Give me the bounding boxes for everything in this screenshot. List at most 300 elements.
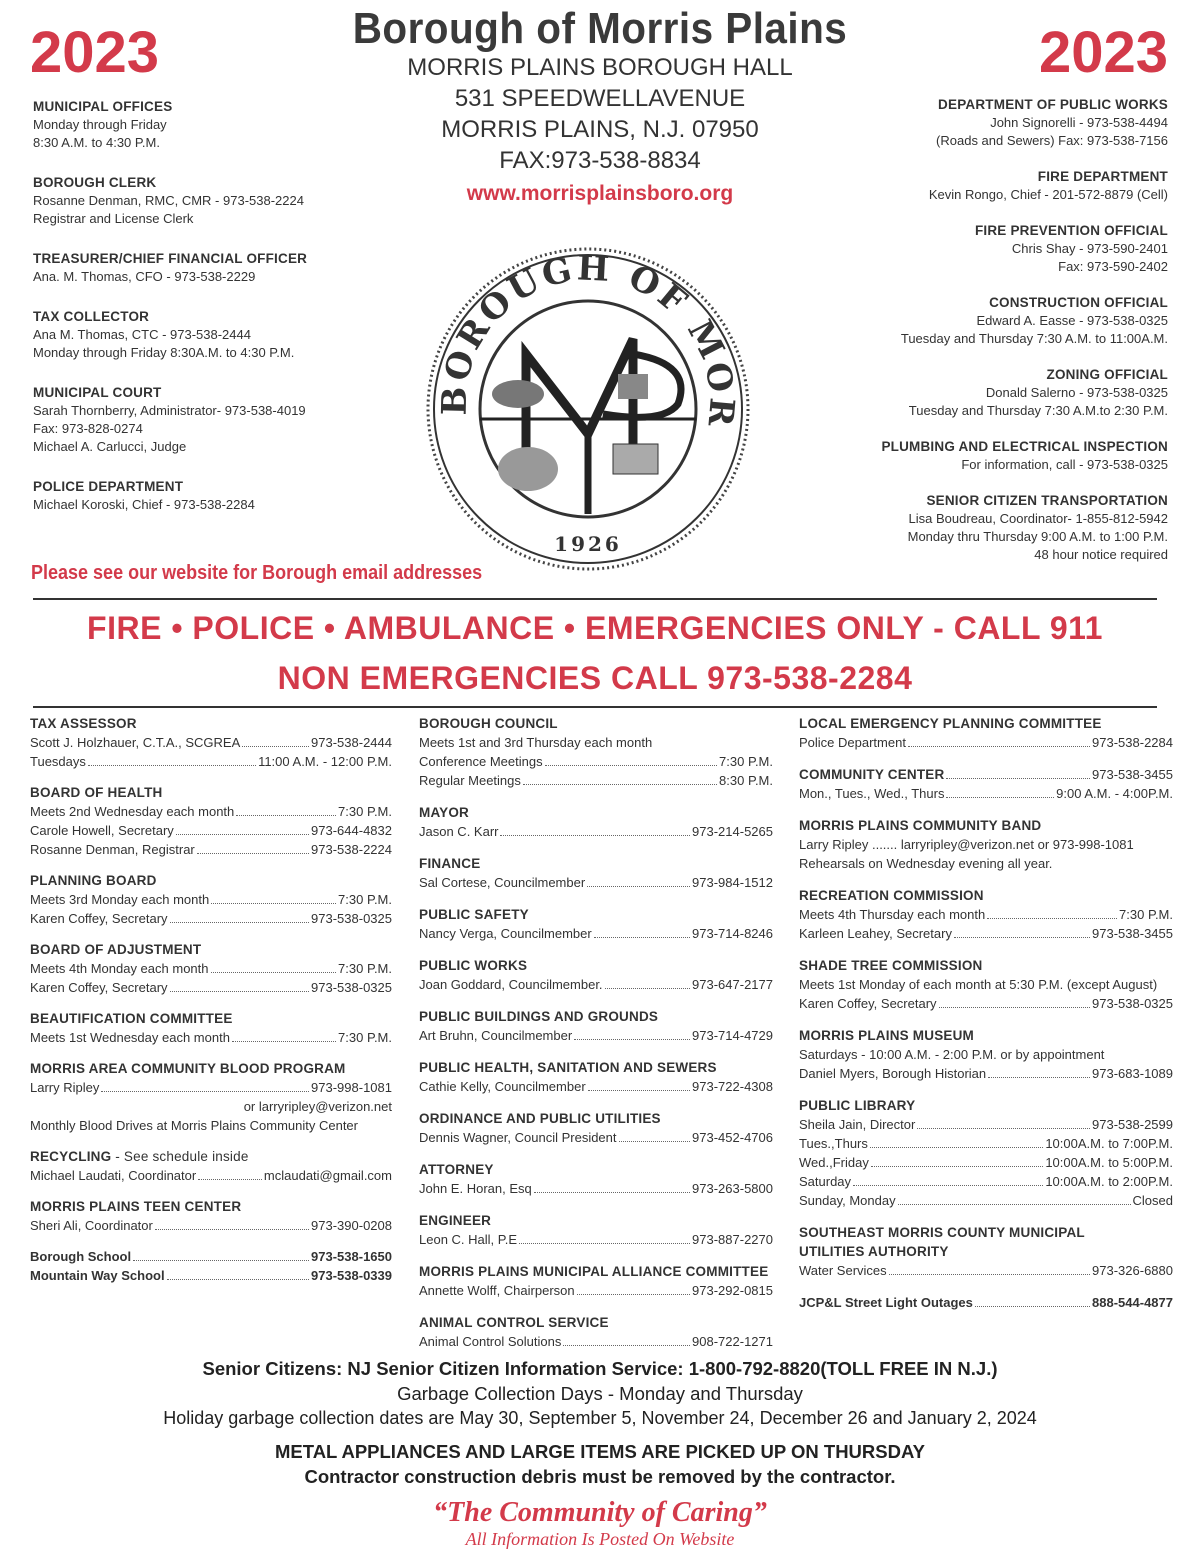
leader-dots: [211, 903, 336, 904]
section-heading: MORRIS AREA COMMUNITY BLOOD PROGRAM: [30, 1061, 346, 1076]
leader-dots: [545, 765, 717, 766]
directory-entry: [788, 438, 1168, 474]
heading-note: - See schedule inside: [111, 1149, 249, 1164]
table-row: [419, 1077, 773, 1096]
section-heading: MORRIS PLAINS MUNICIPAL ALLIANCE COMMITTEE: [419, 1264, 769, 1279]
row-value: 973-538-3455: [1092, 926, 1173, 941]
section-heading: PLANNING BOARD: [30, 873, 157, 888]
entry-line: 8:30 A.M. to 4:30 P.M.: [33, 135, 160, 150]
row-label: Mountain Way School: [30, 1268, 165, 1283]
row-value: 973-538-0325: [311, 980, 392, 995]
row-value: 7:30 P.M.: [338, 804, 392, 819]
row-value: 908-722-1271: [692, 1334, 773, 1349]
table-row: [30, 909, 392, 928]
entry-heading: PLUMBING AND ELECTRICAL INSPECTION: [881, 439, 1168, 454]
entry-heading: BOROUGH CLERK: [33, 175, 157, 190]
row-label: Dennis Wagner, Council President: [419, 1130, 617, 1145]
directory-section: [30, 1147, 392, 1185]
row-label: Cathie Kelly, Councilmember: [419, 1079, 586, 1094]
table-row: [419, 752, 773, 771]
directory-section: [799, 1026, 1173, 1083]
table-row: [419, 924, 773, 943]
entry-line: Ana M. Thomas, CTC - 973-538-2444: [33, 327, 251, 342]
entry-line: Michael Koroski, Chief - 973-538-2284: [33, 497, 255, 512]
leader-dots: [889, 1274, 1090, 1275]
table-row: [419, 1332, 773, 1351]
leader-dots: [853, 1185, 1043, 1186]
leader-dots: [908, 746, 1090, 747]
leader-dots: [574, 1039, 690, 1040]
leader-dots: [871, 1166, 1043, 1167]
entry-line: Monday through Friday 8:30A.M. to 4:30 P.M.: [33, 345, 295, 360]
entry-line: (Roads and Sewers) Fax: 973-538-7156: [936, 133, 1168, 148]
row-label: Nancy Verga, Councilmember: [419, 926, 592, 941]
row-label: Karleen Leahey, Secretary: [799, 926, 952, 941]
section-heading: LOCAL EMERGENCY PLANNING COMMITTEE: [799, 716, 1102, 731]
directory-section: [799, 1293, 1173, 1312]
section-heading: SOUTHEAST MORRIS COUNTY MUNICIPAL: [799, 1225, 1085, 1240]
row-value: 973-538-2444: [311, 735, 392, 750]
directory-section: [419, 1109, 773, 1147]
section-heading: BEAUTIFICATION COMMITTEE: [30, 1011, 233, 1026]
row-label: Police Department: [799, 735, 906, 750]
section-heading: RECREATION COMMISSION: [799, 888, 984, 903]
table-row: [30, 1028, 392, 1047]
directory-entry: [788, 366, 1168, 420]
heading-text: COMMUNITY CENTER: [799, 767, 945, 782]
row-value: 7:30 P.M.: [338, 892, 392, 907]
row-label: Art Bruhn, Councilmember: [419, 1028, 573, 1043]
leader-dots: [232, 1041, 336, 1042]
entry-heading: ZONING OFFICIAL: [1046, 367, 1168, 382]
directory-section: [419, 956, 773, 994]
directory-entry: [33, 98, 413, 152]
table-row: [799, 1134, 1173, 1153]
directory-section: [30, 1247, 392, 1285]
entry-heading: TAX COLLECTOR: [33, 309, 150, 324]
row-value: 8:30 P.M.: [719, 773, 773, 788]
divider-top: [33, 598, 1157, 600]
directory-entry: [788, 294, 1168, 348]
entry-line: For information, call - 973-538-0325: [961, 457, 1168, 472]
row-label: Conference Meetings: [419, 754, 543, 769]
row-value: 973-647-2177: [692, 977, 773, 992]
directory-section: [419, 1160, 773, 1198]
non-emergency-line: NON EMERGENCIES CALL 973-538-2284: [277, 660, 913, 696]
row-label: Meets 4th Thursday each month: [799, 907, 986, 922]
entry-line: John Signorelli - 973-538-4494: [990, 115, 1168, 130]
section-heading: PUBLIC BUILDINGS AND GROUNDS: [419, 1009, 659, 1024]
leader-dots: [155, 1229, 309, 1230]
directory-section: [799, 956, 1173, 1013]
table-row: [30, 840, 392, 859]
entry-line: Sarah Thornberry, Administrator- 973-538-4019: [33, 403, 306, 418]
right-top-directory: [788, 96, 1168, 582]
directory-column-1: [30, 714, 392, 1297]
entry-line: Tuesday and Thursday 7:30 A.M.to 2:30 P.M.: [908, 403, 1168, 418]
directory-section: [419, 905, 773, 943]
table-row: [799, 1191, 1173, 1210]
table-row: [30, 733, 392, 752]
directory-section: [30, 714, 392, 771]
directory-section: [799, 816, 1173, 873]
borough-seal: [418, 244, 758, 574]
row-value: 10:00A.M. to 7:00P.M.: [1045, 1136, 1173, 1151]
row-value: 973-644-4832: [311, 823, 392, 838]
motto: “The Community of Caring”: [433, 1497, 767, 1528]
row-value: 973-722-4308: [692, 1079, 773, 1094]
row-label: Tues.,Thurs: [799, 1136, 868, 1151]
row-label: Karen Coffey, Secretary: [30, 980, 168, 995]
section-heading: TAX ASSESSOR: [30, 716, 137, 731]
website-link[interactable]: www.morrisplainsboro.org: [466, 182, 734, 205]
table-row: [30, 752, 392, 771]
section-heading: MORRIS PLAINS TEEN CENTER: [30, 1199, 242, 1214]
section-heading: UTILITIES AUTHORITY: [799, 1244, 949, 1259]
leader-dots: [898, 1204, 1131, 1205]
senior-info: Senior Citizens: NJ Senior Citizen Information Service: 1-800-792-8820(TOLL FREE IN N.J.): [202, 1358, 998, 1379]
table-row: [799, 1064, 1173, 1083]
row-label: Larry Ripley: [30, 1080, 100, 1095]
table-row: [419, 1026, 773, 1045]
table-row: [419, 873, 773, 892]
section-line: Monthly Blood Drives at Morris Plains Community Center: [30, 1118, 358, 1133]
directory-section: [30, 1009, 392, 1047]
row-label: Rosanne Denman, Registrar: [30, 842, 195, 857]
entry-line: Lisa Boudreau, Coordinator- 1-855-812-5942: [908, 511, 1168, 526]
section-heading: MORRIS PLAINS COMMUNITY BAND: [799, 818, 1042, 833]
entry-line: Registrar and License Clerk: [33, 211, 194, 226]
table-row: [30, 1266, 392, 1285]
row-label: Leon C. Hall, P.E: [419, 1232, 518, 1247]
directory-entry: [33, 174, 413, 228]
table-row: [799, 1261, 1173, 1280]
row-label: Sheri Ali, Coordinator: [30, 1218, 153, 1233]
row-label: Tuesdays: [30, 754, 86, 769]
leader-dots: [917, 1128, 1090, 1129]
entry-line: Edward A. Easse - 973-538-0325: [976, 313, 1168, 328]
entry-line: Rosanne Denman, RMC, CMR - 973-538-2224: [33, 193, 304, 208]
row-value: 973-538-2284: [1092, 735, 1173, 750]
table-row: [30, 1166, 392, 1185]
row-label: Water Services: [799, 1263, 887, 1278]
row-label: Karen Coffey, Secretary: [799, 996, 937, 1011]
section-heading: ATTORNEY: [419, 1162, 494, 1177]
row-label: Annette Wolff, Chairperson: [419, 1283, 575, 1298]
row-label: Meets 2nd Wednesday each month: [30, 804, 235, 819]
table-row: [419, 771, 773, 790]
directory-section: [419, 1058, 773, 1096]
directory-section: [30, 940, 392, 997]
row-label: Scott J. Holzhauer, C.T.A., SCGREA: [30, 735, 241, 750]
page-title: Borough of Morris Plains: [352, 4, 848, 53]
row-label: Wed.,Friday: [799, 1155, 869, 1170]
row-value: mclaudati@gmail.com: [263, 1168, 392, 1183]
leader-dots: [176, 834, 309, 835]
directory-section: [419, 854, 773, 892]
directory-column-3: [799, 714, 1173, 1325]
section-line: Meets 1st Monday of each month at 5:30 P.M. (except August): [799, 977, 1158, 992]
seal-year: 1926: [554, 532, 622, 556]
row-label: Animal Control Solutions: [419, 1334, 562, 1349]
leader-dots: [987, 918, 1117, 919]
entry-heading: DEPARTMENT OF PUBLIC WORKS: [938, 97, 1168, 112]
directory-entry: [788, 168, 1168, 204]
leader-dots: [88, 765, 256, 766]
section-heading: [799, 765, 1173, 784]
leader-dots: [242, 746, 309, 747]
section-heading: PUBLIC HEALTH, SANITATION AND SEWERS: [419, 1060, 717, 1075]
table-row: [30, 1216, 392, 1235]
row-value: 888-544-4877: [1092, 1295, 1173, 1310]
row-value: 9:00 A.M. - 4:00P.M.: [1056, 786, 1173, 801]
table-row: [30, 959, 392, 978]
row-label: Meets 3rd Monday each month: [30, 892, 210, 907]
row-value: 973-214-5265: [692, 824, 773, 839]
row-label: Carole Howell, Secretary: [30, 823, 174, 838]
table-row: [419, 1128, 773, 1147]
row-label: Sunday, Monday: [799, 1193, 896, 1208]
table-row: [799, 1293, 1173, 1312]
directory-entry: [33, 478, 413, 514]
row-value: 10:00A.M. to 2:00P.M.: [1045, 1174, 1173, 1189]
table-row: [30, 978, 392, 997]
leader-dots: [236, 815, 336, 816]
row-label: Joan Goddard, Councilmember.: [419, 977, 603, 992]
year-left: 2023: [30, 20, 160, 85]
leader-dots: [588, 1090, 690, 1091]
row-label: Daniel Myers, Borough Historian: [799, 1066, 987, 1081]
entry-heading: FIRE PREVENTION OFFICIAL: [974, 223, 1168, 238]
section-heading: MAYOR: [419, 805, 470, 820]
leader-dots: [500, 835, 690, 836]
row-value: 973-452-4706: [692, 1130, 773, 1145]
row-label: Borough School: [30, 1249, 132, 1264]
table-row: [799, 1172, 1173, 1191]
leader-dots: [534, 1192, 690, 1193]
directory-section: [419, 1262, 773, 1300]
directory-section: [419, 1211, 773, 1249]
entry-heading: MUNICIPAL OFFICES: [33, 99, 173, 114]
directory-section: [30, 1059, 392, 1135]
entry-heading: TREASURER/CHIEF FINANCIAL OFFICER: [33, 251, 308, 266]
row-label: JCP&L Street Light Outages: [799, 1295, 973, 1310]
row-value: 7:30 P.M.: [338, 1030, 392, 1045]
row-value: 973-538-1650: [311, 1249, 392, 1264]
row-label: Sheila Jain, Director: [799, 1117, 916, 1132]
directory-entry: [788, 222, 1168, 276]
section-heading: BOARD OF HEALTH: [30, 785, 163, 800]
email-note: Please see our website for Borough email addresses: [31, 562, 483, 584]
section-heading: PUBLIC SAFETY: [419, 907, 529, 922]
directory-entry: [33, 384, 413, 456]
row-label: Michael Laudati, Coordinator: [30, 1168, 197, 1183]
row-value: 973-984-1512: [692, 875, 773, 890]
table-row: [30, 802, 392, 821]
table-row: [419, 822, 773, 841]
directory-section: [799, 1223, 1173, 1280]
table-row: [419, 975, 773, 994]
table-row: [419, 1179, 773, 1198]
row-value: 973-538-0325: [311, 911, 392, 926]
entry-line: Donald Salerno - 973-538-0325: [985, 385, 1168, 400]
holiday-dates: Holiday garbage collection dates are May 30, September 5, November 24, December 26 and January 2, 2024: [163, 1408, 1037, 1428]
row-value: Closed: [1132, 1193, 1173, 1208]
leader-dots: [519, 1243, 690, 1244]
leader-dots: [988, 1077, 1090, 1078]
row-value: 973-390-0208: [311, 1218, 392, 1233]
row-value: 973-683-1089: [1092, 1066, 1173, 1081]
entry-heading: SENIOR CITIZEN TRANSPORTATION: [926, 493, 1168, 508]
directory-section: [419, 1313, 773, 1351]
row-value: 973-263-5800: [692, 1181, 773, 1196]
table-row: [419, 1230, 773, 1249]
table-row: [30, 890, 392, 909]
table-row: [799, 1115, 1173, 1134]
leader-dots: [563, 1345, 690, 1346]
directory-column-2: [419, 714, 773, 1364]
leader-dots: [946, 778, 1090, 779]
row-label: Karen Coffey, Secretary: [30, 911, 168, 926]
section-heading: FINANCE: [419, 856, 481, 871]
directory-section: [30, 783, 392, 859]
row-value: 973-538-0325: [1092, 996, 1173, 1011]
entry-line: Michael A. Carlucci, Judge: [33, 439, 187, 454]
row-value: 973-714-8246: [692, 926, 773, 941]
section-heading: RECYCLING - See schedule inside: [30, 1149, 249, 1164]
section-heading: PUBLIC WORKS: [419, 958, 528, 973]
leader-dots: [619, 1141, 691, 1142]
row-value: 973-887-2270: [692, 1232, 773, 1247]
section-heading: BOARD OF ADJUSTMENT: [30, 942, 202, 957]
table-row: [799, 994, 1173, 1013]
leader-dots: [587, 886, 690, 887]
seal-ring-text: BOROUGH OF MOR: [434, 248, 742, 431]
directory-section: [30, 871, 392, 928]
section-heading: MORRIS PLAINS MUSEUM: [799, 1028, 975, 1043]
heading-phone: 973-538-3455: [1092, 767, 1173, 782]
section-heading: ANIMAL CONTROL SERVICE: [419, 1315, 609, 1330]
metal-appliances-note: METAL APPLIANCES AND LARGE ITEMS ARE PICKED UP ON THURSDAY: [275, 1441, 925, 1462]
entry-line: 48 hour notice required: [1034, 547, 1168, 562]
entry-line: Chris Shay - 973-590-2401: [1011, 241, 1168, 256]
table-row: [799, 1153, 1173, 1172]
row-label: Mon., Tues., Wed., Thurs: [799, 786, 945, 801]
garbage-days: Garbage Collection Days - Monday and Thursday: [397, 1383, 803, 1404]
row-label: Saturday: [799, 1174, 852, 1189]
leader-dots: [577, 1294, 690, 1295]
directory-entry: [788, 492, 1168, 564]
leader-dots: [211, 972, 337, 973]
entry-heading: FIRE DEPARTMENT: [1037, 169, 1168, 184]
svg-text:BOROUGH OF MORRIS PLAINS: [418, 244, 742, 431]
section-line: Meets 1st and 3rd Thursday each month: [419, 735, 653, 750]
leader-dots: [605, 988, 690, 989]
directory-entry: [33, 308, 413, 362]
entry-line: Monday through Friday: [33, 117, 167, 132]
year-right: 2023: [1038, 20, 1168, 85]
entry-line: Tuesday and Thursday 7:30 A.M. to 11:00A.M.: [900, 331, 1168, 346]
row-value: 10:00A.M. to 5:00P.M.: [1045, 1155, 1173, 1170]
row-value: 7:30 P.M.: [719, 754, 773, 769]
row-label: Regular Meetings: [419, 773, 521, 788]
table-row: [799, 784, 1173, 803]
emergency-line: FIRE • POLICE • AMBULANCE • EMERGENCIES ONLY - CALL 911: [87, 610, 1103, 646]
address-line: 531 SPEEDWELLAVENUE: [454, 85, 746, 112]
row-label: John E. Horan, Esq: [419, 1181, 532, 1196]
directory-section: [419, 714, 773, 790]
row-label: Sal Cortese, Councilmember: [419, 875, 586, 890]
leader-dots: [975, 1306, 1090, 1307]
leader-dots: [198, 1179, 262, 1180]
leader-dots: [170, 991, 310, 992]
leader-dots: [167, 1279, 309, 1280]
row-value: 973-998-1081: [311, 1080, 392, 1095]
leader-dots: [870, 1147, 1043, 1148]
contractor-note: Contractor construction debris must be removed by the contractor.: [304, 1466, 896, 1487]
address-line: MORRIS PLAINS BOROUGH HALL: [407, 54, 793, 81]
row-label: Meets 4th Monday each month: [30, 961, 209, 976]
row-value: 973-326-6880: [1092, 1263, 1173, 1278]
row-value: 973-538-2599: [1092, 1117, 1173, 1132]
leader-dots: [954, 937, 1090, 938]
table-row: [799, 733, 1173, 752]
row-value: 973-538-2224: [311, 842, 392, 857]
row-label: Meets 1st Wednesday each month: [30, 1030, 230, 1045]
address-line: FAX:973-538-8834: [499, 147, 701, 174]
section-line: Larry Ripley ....... larryripley@verizon.net or 973-998-1081: [799, 837, 1134, 852]
entry-heading: MUNICIPAL COURT: [33, 385, 162, 400]
divider-bottom: [33, 706, 1157, 708]
directory-section: [30, 1197, 392, 1235]
entry-heading: POLICE DEPARTMENT: [33, 479, 184, 494]
directory-section: [799, 765, 1173, 803]
motto-subtitle: All Information Is Posted On Website: [465, 1529, 735, 1549]
section-heading: ORDINANCE AND PUBLIC UTILITIES: [419, 1111, 661, 1126]
entry-line: Fax: 973-590-2402: [1058, 259, 1168, 274]
section-line: Saturdays - 10:00 A.M. - 2:00 P.M. or by appointment: [799, 1047, 1105, 1062]
leader-dots: [523, 784, 717, 785]
entry-heading: CONSTRUCTION OFFICIAL: [989, 295, 1168, 310]
leader-dots: [594, 937, 690, 938]
directory-section: [419, 1007, 773, 1045]
address-line: MORRIS PLAINS, N.J. 07950: [441, 116, 759, 143]
row-label: Jason C. Karr: [419, 824, 499, 839]
leader-dots: [197, 853, 309, 854]
row-value: 7:30 P.M.: [1119, 907, 1173, 922]
table-row: [799, 924, 1173, 943]
entry-line: Ana. M. Thomas, CFO - 973-538-2229: [33, 269, 256, 284]
leader-dots: [133, 1260, 309, 1261]
table-row: [30, 1078, 392, 1097]
row-value: 973-538-0339: [311, 1268, 392, 1283]
directory-section: [799, 714, 1173, 752]
directory-section: [799, 886, 1173, 943]
entry-line: Monday thru Thursday 9:00 A.M. to 1:00 P.M.: [907, 529, 1168, 544]
table-row: [799, 905, 1173, 924]
section-heading: PUBLIC LIBRARY: [799, 1098, 916, 1113]
directory-section: [419, 803, 773, 841]
directory-section: [799, 1096, 1173, 1210]
row-value: 973-714-4729: [692, 1028, 773, 1043]
section-heading: ENGINEER: [419, 1213, 492, 1228]
section-line: Rehearsals on Wednesday evening all year.: [799, 856, 1053, 871]
leader-dots: [946, 797, 1054, 798]
section-heading: BOROUGH COUNCIL: [419, 716, 558, 731]
table-row: [419, 1281, 773, 1300]
left-top-directory: [33, 98, 413, 534]
table-row: [30, 1247, 392, 1266]
